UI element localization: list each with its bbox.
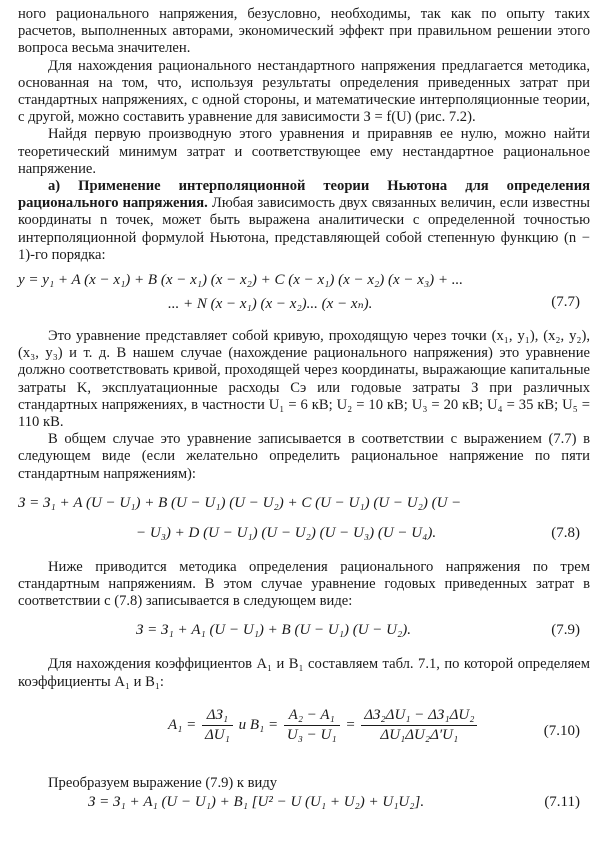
equation-7-9-number: (7.9) xyxy=(551,622,580,639)
fraction-a1-numerator: ΔЗ₁ xyxy=(202,707,233,726)
equation-7-11-text: З = З₁ + A₁ (U − U₁) + B₁ [U² − U (U₁ + U₂) + U₁U₂]. xyxy=(88,794,425,811)
paragraph-coefficients: Для нахождения коэффициентов A₁ и B₁ составляем табл. 7.1, по которой определяем коэффициенты A₁ и B₁: xyxy=(18,656,590,690)
equation-7-11 xyxy=(18,792,590,814)
section-heading-newton: а) Применение интерполяционной теории Ньютона для определения рационального напряжения. xyxy=(18,178,590,212)
paragraph-newton-body: Любая зависимость двух связанных величин, если известны координаты n точек, может быть выражена аналитически с определенной точностью интерполяционной формулой Ньютона, представляющей собой степенную функцию (n − 1)-го порядка: xyxy=(18,195,590,263)
paragraph-method-intro: Для нахождения рационального нестандартного напряжения предлагается методика, основанная на том, что, используя результаты определения приведенных затрат при стандартных напряжениях, с одной стороны, и математические интерполяционные теории, с другой, можно составить уравнение для зависимости З = f(U) (рис. 7.2). xyxy=(18,57,590,126)
fraction-b1 xyxy=(284,707,340,744)
paragraph-curve: Это уравнение представляет собой кривую, проходящую через точки (x₁, y₁), (x₂, y₂), (x₃, y₃) и т. д. В нашем случае (нахождение рационального напряжения) это уравнение должно соответствовать кривой, проходящей через координаты, выражающие капитальные затраты K, эксплуатационные расходы Cэ или годовые затраты З при различных стандартных напряжениях, в частности U₁ = 6 кВ; U₂ = 10 кВ; U₃ = 20 кВ; U₄ = 35 кВ; U₅ = 110 кВ. xyxy=(18,328,590,431)
fraction-b1-expanded-numerator: ΔЗ₂ΔU₁ − ΔЗ₁ΔU₂ xyxy=(361,707,477,726)
equation-7-10-a-lhs: A₁ = xyxy=(168,716,197,733)
equation-7-10 xyxy=(18,701,590,761)
paragraph-three-voltages: Ниже приводится методика определения рационального напряжения по трем стандартным напряжениям. В этом случае уравнение годовых приведенных затрат в соответствии с (7.8) записывается в следующем виде: xyxy=(18,558,590,610)
equation-7-8-line1 xyxy=(18,493,590,515)
equation-7-8-number: (7.8) xyxy=(551,524,580,541)
paragraph-derivative: Найдя первую производную этого уравнения и приравняв ее нулю, можно найти теоретический минимум затрат и соответствующее ему нестандартное рациональное напряжение. xyxy=(18,126,590,177)
equation-7-7-text1: y = y₁ + A (x − x₁) + B (x − x₁) (x − x₂) + C (x − x₁) (x − x₂) (x − x₃) + ... xyxy=(18,272,464,289)
equation-7-8-line2 xyxy=(18,523,590,545)
paragraph-general-case: В общем случае это уравнение записывается в соответствии с выражением (7.7) в следующем виде (если желательно определить рациональное напряжение по пяти стандартным напряжениям): xyxy=(18,431,590,482)
equation-7-7-text2: ... + N (x − x₁) (x − x₂)... (x − xₙ). xyxy=(168,296,373,313)
fraction-b1-denominator: U₃ − U₁ xyxy=(286,726,337,743)
fraction-b1-expanded xyxy=(361,707,477,744)
equation-7-9-text: З = З₁ + A₁ (U − U₁) + B (U − U₁) (U − U₂). xyxy=(136,622,411,639)
equation-7-10-and-b: и B₁ = xyxy=(238,716,279,733)
fraction-a1 xyxy=(202,707,233,744)
fraction-a1-denominator: ΔU₁ xyxy=(205,726,230,743)
paragraph-transform: Преобразуем выражение (7.9) к виду xyxy=(48,774,278,791)
equation-7-8-text2: − U₃) + D (U − U₁) (U − U₂) (U − U₃) (U − U₄). xyxy=(136,524,437,541)
fraction-b1-expanded-denominator: ΔU₁ΔU₂Δ′U₁ xyxy=(380,726,459,743)
equation-7-10-body xyxy=(168,707,479,744)
paragraph-continuation: ного рационального напряжения, безусловно, необходимы, так как по опыту таких расчетов, выполненных авторами, экономический эффект при правильном решении этого вопроса весьма значителен. xyxy=(18,6,590,57)
equation-7-10-equals: = xyxy=(345,716,356,733)
equation-7-7-number: (7.7) xyxy=(551,294,580,311)
equation-7-7-line2 xyxy=(18,292,590,314)
equation-7-9 xyxy=(18,620,590,642)
equation-7-8-text1: З = З₁ + A (U − U₁) + B (U − U₁) (U − U₂) + C (U − U₁) (U − U₂) (U − xyxy=(18,494,462,511)
paragraph-newton xyxy=(18,178,590,264)
equation-7-7-line1 xyxy=(18,270,590,292)
equation-7-10-number: (7.10) xyxy=(543,722,580,739)
fraction-b1-numerator: A₂ − A₁ xyxy=(284,707,340,726)
equation-7-11-number: (7.11) xyxy=(544,794,580,811)
